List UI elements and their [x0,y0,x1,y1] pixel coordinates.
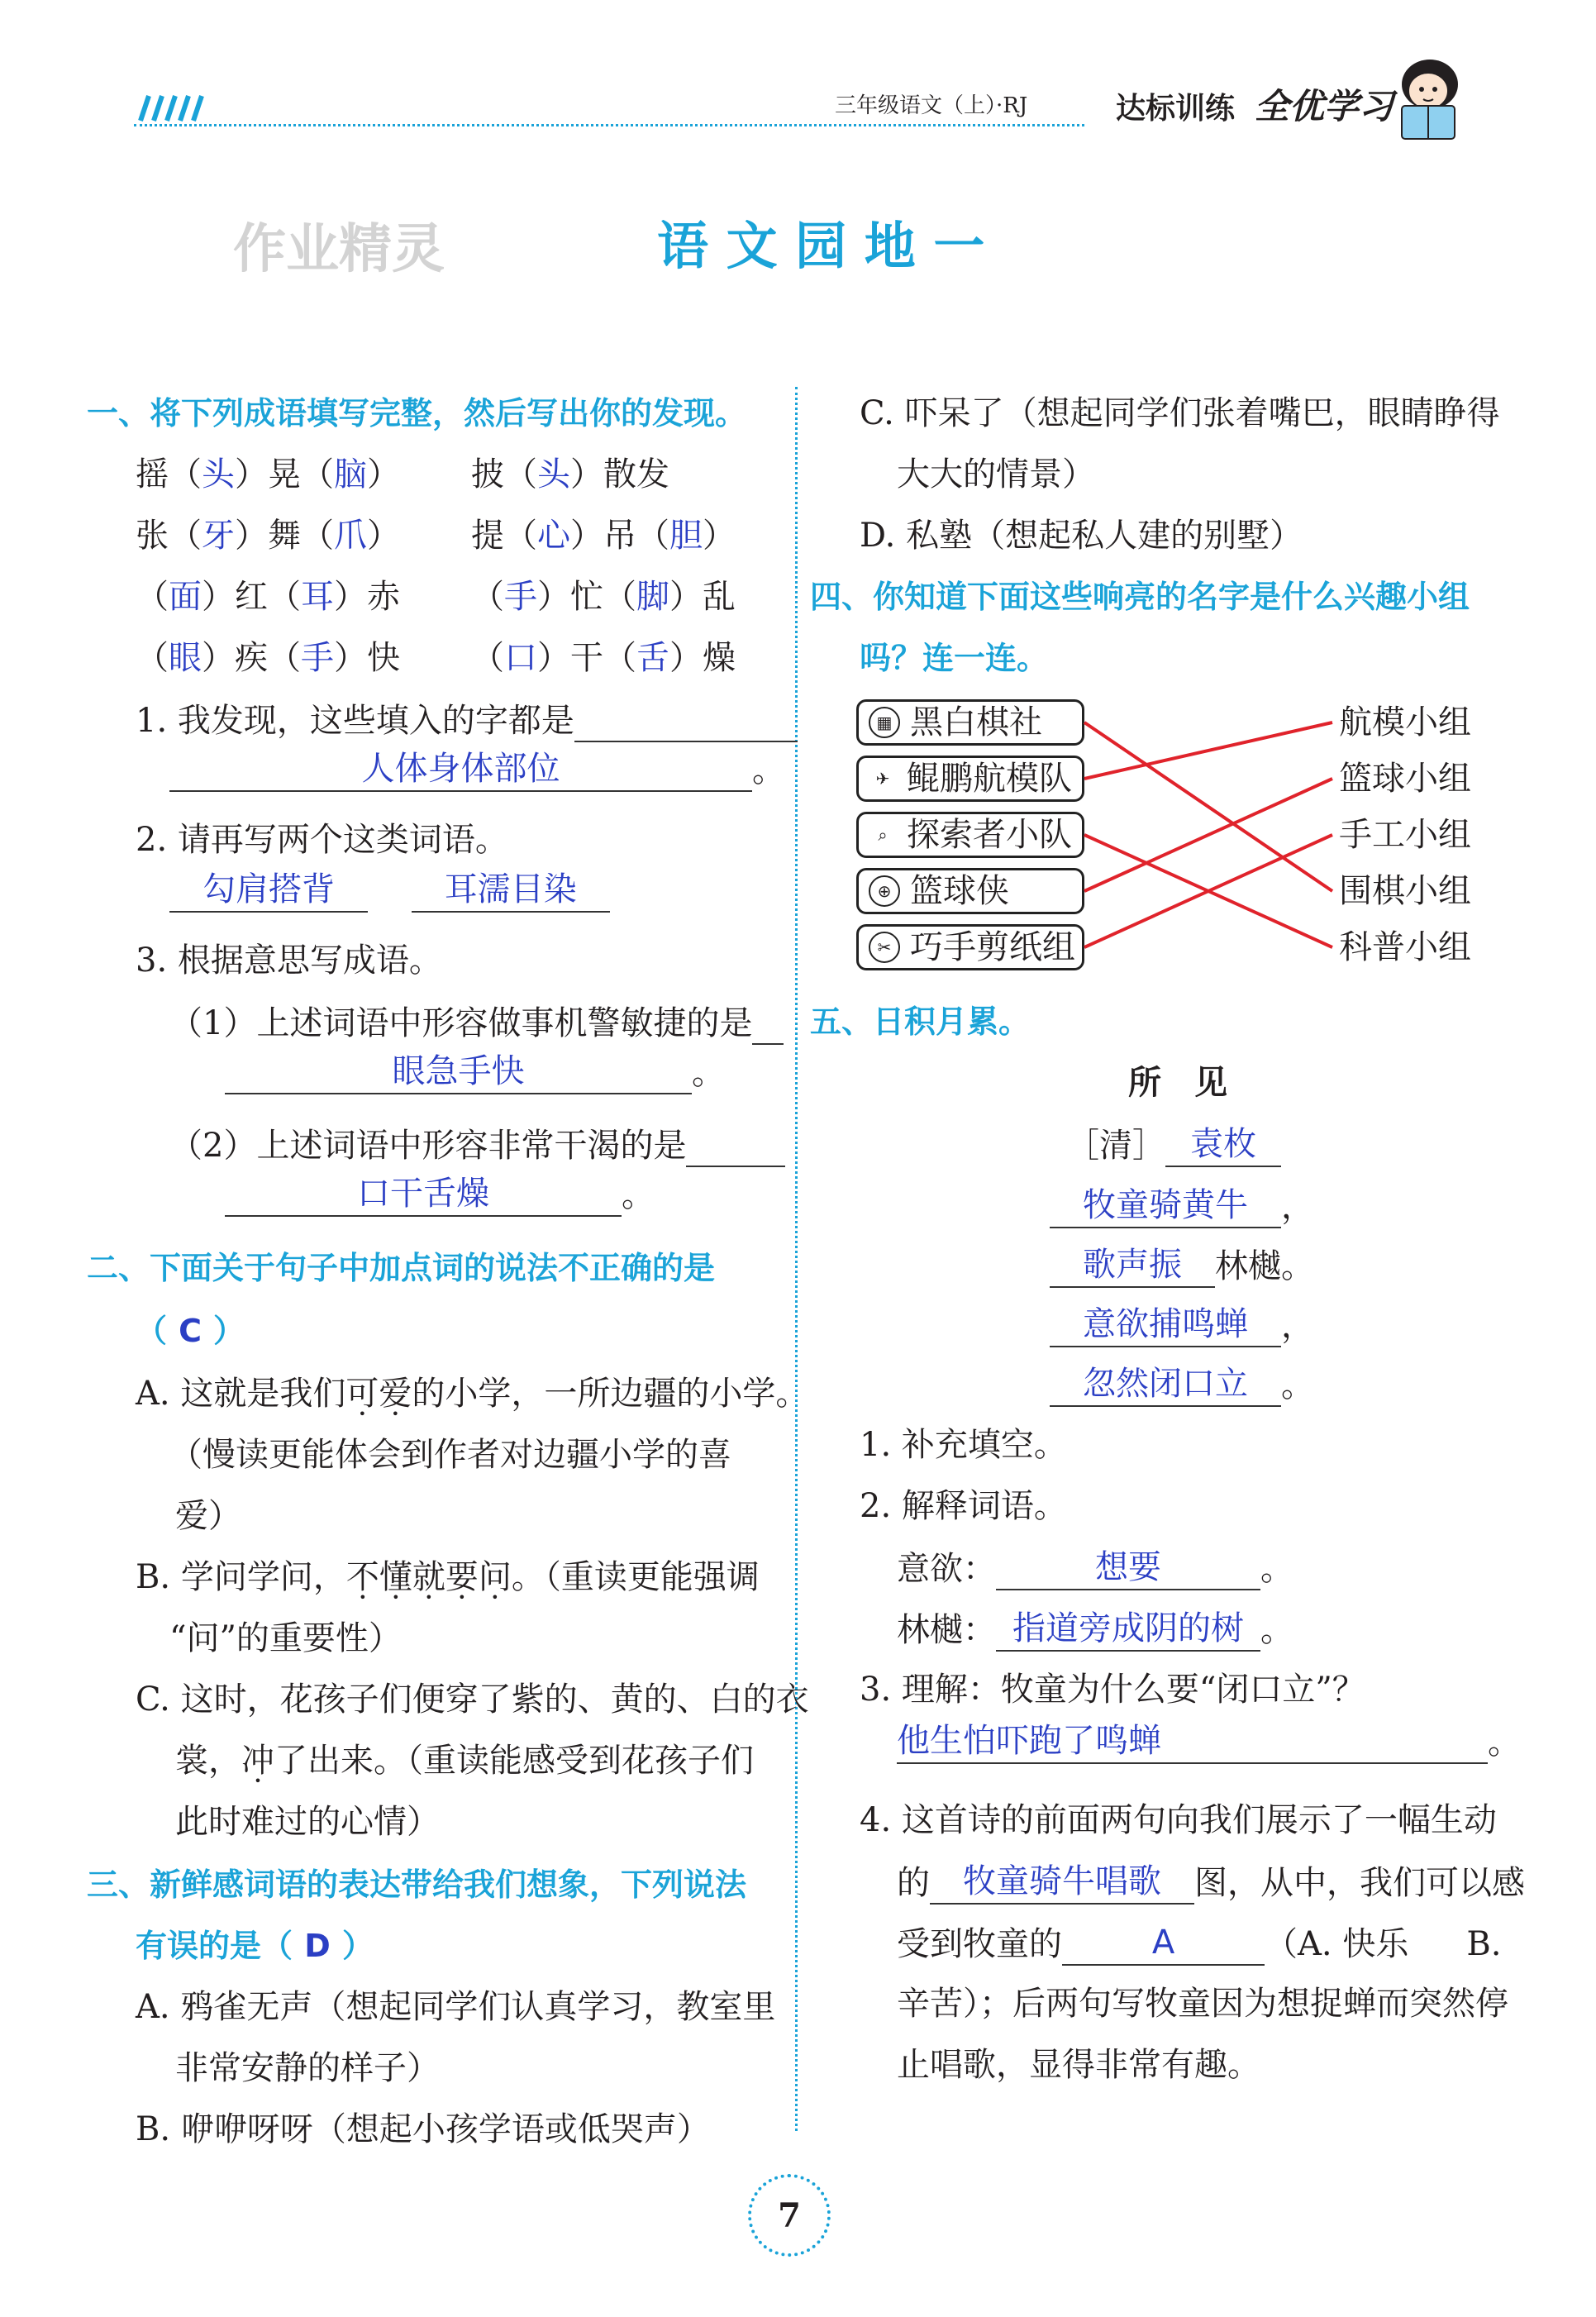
group-label-4[interactable]: 围棋小组 [1339,872,1471,910]
q2-heading: 二、下面关于句子中加点词的说法不正确的是 [87,1250,716,1286]
q5-s2: 2. 解释词语。 [860,1487,1067,1525]
scissors-icon: ✂ [869,932,900,963]
header-series: 三年级语文（上）·RJ [835,93,1028,118]
q1-s2: 2. 请再写两个这类词语。 [136,821,508,859]
group-label-3[interactable]: 手工小组 [1339,816,1471,854]
q4-heading-line2: 吗？连一连。 [860,640,1049,676]
q3-option-a-line1: A. 鸦雀无声（想起同学们认真学习，教室里 [136,1988,776,2026]
q5-s4-line5: 止唱歌，显得非常有趣。 [897,2046,1260,2084]
match-line [1084,722,1332,779]
q4-heading-line1: 四、你知道下面这些响亮的名字是什么兴趣小组 [810,579,1470,615]
club-label: 鲲鹏航模队 [907,760,1072,798]
q5-s3-line2: 他生怕吓跑了鸣蝉 。 [897,1719,1521,1764]
q2-option-c-line1: C. 这时，花孩子们便穿了紫的、黄的、白的衣 [136,1681,809,1719]
page-number-badge [748,2174,831,2257]
poem-answer-1[interactable]: 牧童骑黄牛 [1050,1184,1281,1228]
q5-w2: 林樾： 指道旁成阴的树 。 [897,1607,1293,1652]
poem-author-line: ［清］ 袁枚 [1066,1123,1281,1167]
idiom-1: 摇（头）晃（脑） [136,455,400,493]
q5-s4-line2: 的 牧童骑牛唱歌 图，从中，我们可以感 [897,1860,1525,1905]
q2-a-dotted-word: 可爱 [345,1375,412,1413]
q1-s3a-line2: 眼急手快 。 [225,1050,725,1094]
idiom-3: 张（牙）舞（爪） [136,517,400,555]
header-brand: 达标训练 [1116,92,1236,126]
q1-s1: 1. 我发现，这些填入的字都是 [136,698,798,742]
club-label: 黑白棋社 [910,703,1042,741]
poem-line-2: 歌声振 林樾。 [1050,1243,1314,1288]
q1-s3b: （2）上述词语中形容非常干渴的是 [169,1123,785,1167]
q2-b-dotted-words: 不懂就要问 [345,1558,512,1596]
q2-option-c-line2: 裳，冲了出来。（重读能感受到花孩子们 [175,1742,754,1780]
q5-heading: 五、日积月累。 [810,1004,1031,1040]
q2-c-dotted-word: 冲 [241,1742,274,1780]
grid-ball-icon: ▦ [869,707,900,738]
q1-s3a-answer[interactable]: 眼急手快 [225,1050,692,1094]
plane-icon: ✈ [875,769,890,789]
q5-w2-answer[interactable]: 指道旁成阴的树 [996,1607,1260,1652]
match-line [1084,779,1332,891]
q1-s3b-answer[interactable]: 口干舌燥 [225,1172,622,1217]
q1-s2-answer-2[interactable]: 耳濡目染 [412,868,610,913]
q2-option-b-line1: B. 学问学问，不懂就要问。（重读更能强调 [136,1558,760,1596]
q2-option-c-line3: 此时难过的心情） [175,1803,440,1841]
q3-option-c-line1: C. 吓呆了（想起同学们张着嘴巴，眼睛睁得 [860,394,1500,432]
idiom-5: （面）红（耳）赤 [136,578,400,616]
poem-answer-2[interactable]: 歌声振 [1050,1243,1215,1288]
page-number: 7 [778,2195,801,2235]
q2-answer[interactable]: C [179,1313,202,1349]
club-label: 巧手剪纸组 [910,928,1075,966]
q5-s3-answer[interactable]: 他生怕吓跑了鸣蝉 [897,1719,1488,1764]
header-logo: 全优学习 [1255,86,1394,126]
q1-s1-line2: 人体身体部位 。 [169,747,785,792]
group-label-1[interactable]: 航模小组 [1339,703,1471,741]
match-line [1084,722,1332,891]
q5-s4-answer-1[interactable]: 牧童骑牛唱歌 [930,1860,1194,1905]
group-label-5[interactable]: 科普小组 [1339,928,1471,966]
q3-option-c-line2: 大大的情景） [897,455,1095,493]
q2-option-a-line2: （慢读更能体会到作者对边疆小学的喜 [169,1436,731,1474]
watermark: 作业精灵 [233,219,445,280]
poem-author[interactable]: 袁枚 [1165,1123,1281,1167]
poem-line-3: 意欲捕鸣蝉 ， [1050,1303,1314,1347]
group-label-2[interactable]: 篮球小组 [1339,760,1471,798]
q1-s1-answer[interactable]: 人体身体部位 [169,747,752,792]
q3-option-b: B. 咿咿呀呀（想起小孩学语或低哭声） [136,2110,710,2148]
q1-s2-answer-1[interactable]: 勾肩搭背 [169,868,368,913]
poem-line-4: 忽然闭口立 。 [1050,1362,1314,1407]
q1-s3a: （1）上述词语中形容做事机警敏捷的是 [169,1000,784,1045]
poem-title: 所 见 [1128,1064,1227,1102]
idiom-4: 提（心）吊（胆） [471,517,736,555]
poem-answer-3[interactable]: 意欲捕鸣蝉 [1050,1303,1281,1347]
poem-answer-4[interactable]: 忽然闭口立 [1050,1362,1281,1407]
basketball-icon: ⊕ [869,875,900,907]
q3-heading-line1: 三、新鲜感词语的表达带给我们想象，下列说法 [87,1866,747,1903]
q3-answer[interactable]: D [304,1928,331,1964]
q2-option-a-line3: 爱） [175,1497,241,1535]
telescope-icon: ⌕ [878,825,888,845]
q5-w1-answer[interactable]: 想要 [996,1546,1260,1590]
club-label: 探索者小队 [907,816,1072,854]
q5-s4-answer-2[interactable]: A [1062,1921,1265,1966]
poem-line-1: 牧童骑黄牛 ， [1050,1184,1314,1228]
idiom-7: （眼）疾（手）快 [136,639,400,677]
q5-s4-line3: 受到牧童的 A （A. 快乐 B. [897,1921,1501,1966]
q1-s3: 3. 根据意思写成语。 [136,942,442,980]
q5-w1: 意欲： 想要 。 [897,1546,1293,1590]
q2-option-a-line1: A. 这就是我们可爱的小学，一所边疆的小学。 [136,1375,809,1413]
idiom-6: （手）忙（脚）乱 [471,578,736,616]
idiom-8: （口）干（舌）燥 [471,639,736,677]
q3-heading-line2: 有误的是（ D ） [136,1924,374,1967]
q3-option-d: D. 私塾（想起私人建的别墅） [860,517,1303,555]
q2-answer-paren: （ C ） [136,1309,245,1352]
q1-s3b-line2: 口干舌燥 。 [225,1172,655,1217]
q5-s4-line1: 4. 这首诗的前面两句向我们展示了一幅生动 [860,1801,1497,1839]
q5-s3: 3. 理解：牧童为什么要“闭口立”？ [860,1671,1365,1709]
q5-s1: 1. 补充填空。 [860,1426,1067,1464]
idiom-2: 披（头）散发 [471,455,669,493]
page-title: 语 文 园 地 一 [657,216,985,276]
club-label: 篮球侠 [910,872,1009,910]
q1-heading: 一、将下列成语填写完整，然后写出你的发现。 [87,395,747,431]
q2-option-b-line2: “问”的重要性） [169,1619,402,1657]
q5-s4-line4: 辛苦）；后两句写牧童因为想捉蝉而突然停 [897,1985,1508,2023]
q3-option-a-line2: 非常安静的样子） [175,2049,440,2087]
